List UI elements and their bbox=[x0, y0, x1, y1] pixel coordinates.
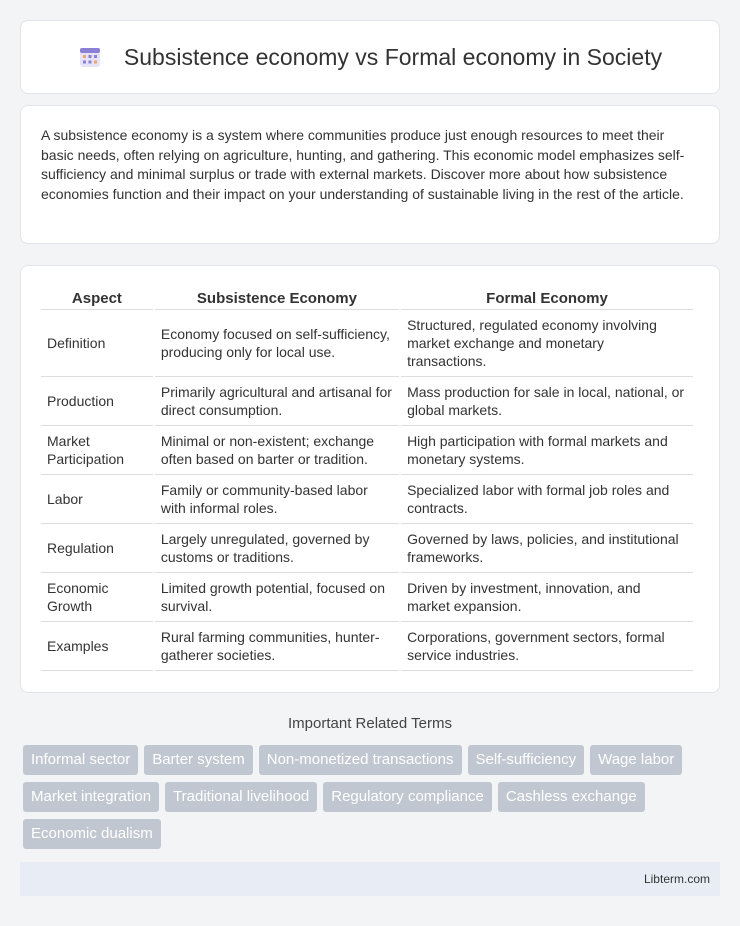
row-subsistence: Primarily agricultural and artisanal for direct consumption. bbox=[155, 377, 399, 426]
row-subsistence: Rural farming communities, hunter-gatherer societies. bbox=[155, 622, 399, 671]
term-tag[interactable]: Self-sufficiency bbox=[468, 745, 585, 775]
term-tag[interactable]: Informal sector bbox=[23, 745, 138, 775]
term-tag[interactable]: Traditional livelihood bbox=[165, 782, 317, 812]
row-aspect: Labor bbox=[41, 475, 153, 524]
row-subsistence: Economy focused on self-sufficiency, producing only for local use. bbox=[155, 310, 399, 377]
term-tag[interactable]: Wage labor bbox=[590, 745, 682, 775]
row-formal: Specialized labor with formal job roles and contracts. bbox=[401, 475, 693, 524]
term-tag[interactable]: Non-monetized transactions bbox=[259, 745, 462, 775]
title-card bbox=[20, 20, 720, 94]
row-aspect: Examples bbox=[41, 622, 153, 671]
footer bbox=[20, 862, 720, 896]
term-tag[interactable]: Market integration bbox=[23, 782, 159, 812]
comparison-table bbox=[39, 286, 695, 671]
table-row bbox=[41, 573, 693, 622]
header-subsistence: Subsistence Economy bbox=[155, 286, 399, 310]
row-formal: Corporations, government sectors, formal service industries. bbox=[401, 622, 693, 671]
related-terms-list bbox=[20, 745, 720, 849]
row-subsistence: Minimal or non-existent; exchange often based on barter or tradition. bbox=[155, 426, 399, 475]
term-tag[interactable]: Economic dualism bbox=[23, 819, 161, 849]
intro-text: A subsistence economy is a system where communities produce just enough resources to meet their basic needs, often relying on agriculture, hunting, and gathering. This economic model emphasizes self-sufficiency and minimal surplus or trade with external markets. Discover more about how subsistence economies function and their impact on your understanding of sustainable living in the rest of the article. bbox=[41, 127, 685, 202]
table-row bbox=[41, 310, 693, 377]
page-title: Subsistence economy vs Formal economy in Society bbox=[123, 43, 663, 70]
table-header-row bbox=[41, 286, 693, 310]
row-subsistence: Limited growth potential, focused on survival. bbox=[155, 573, 399, 622]
row-formal: Structured, regulated economy involving market exchange and monetary transactions. bbox=[401, 310, 693, 377]
footer-site-link[interactable]: Libterm.com bbox=[643, 872, 710, 886]
header-formal: Formal Economy bbox=[401, 286, 693, 310]
row-formal: Governed by laws, policies, and institutional frameworks. bbox=[401, 524, 693, 573]
row-formal: Driven by investment, innovation, and market expansion. bbox=[401, 573, 693, 622]
term-tag[interactable]: Cashless exchange bbox=[498, 782, 645, 812]
row-aspect: Definition bbox=[41, 310, 153, 377]
term-tag[interactable]: Regulatory compliance bbox=[323, 782, 492, 812]
header-aspect: Aspect bbox=[41, 286, 153, 310]
calendar-grid-icon bbox=[78, 45, 102, 69]
row-aspect: Production bbox=[41, 377, 153, 426]
intro-card bbox=[20, 105, 720, 244]
row-aspect: Market Participation bbox=[41, 426, 153, 475]
row-subsistence: Family or community-based labor with informal roles. bbox=[155, 475, 399, 524]
related-terms-title: Important Related Terms bbox=[288, 715, 452, 732]
table-row bbox=[41, 622, 693, 671]
row-formal: High participation with formal markets and monetary systems. bbox=[401, 426, 693, 475]
table-row bbox=[41, 377, 693, 426]
table-row bbox=[41, 475, 693, 524]
row-subsistence: Largely unregulated, governed by customs or traditions. bbox=[155, 524, 399, 573]
row-aspect: Regulation bbox=[41, 524, 153, 573]
table-row bbox=[41, 524, 693, 573]
row-aspect: Economic Growth bbox=[41, 573, 153, 622]
row-formal: Mass production for sale in local, national, or global markets. bbox=[401, 377, 693, 426]
table-row bbox=[41, 426, 693, 475]
term-tag[interactable]: Barter system bbox=[144, 745, 253, 775]
comparison-card bbox=[20, 265, 720, 693]
